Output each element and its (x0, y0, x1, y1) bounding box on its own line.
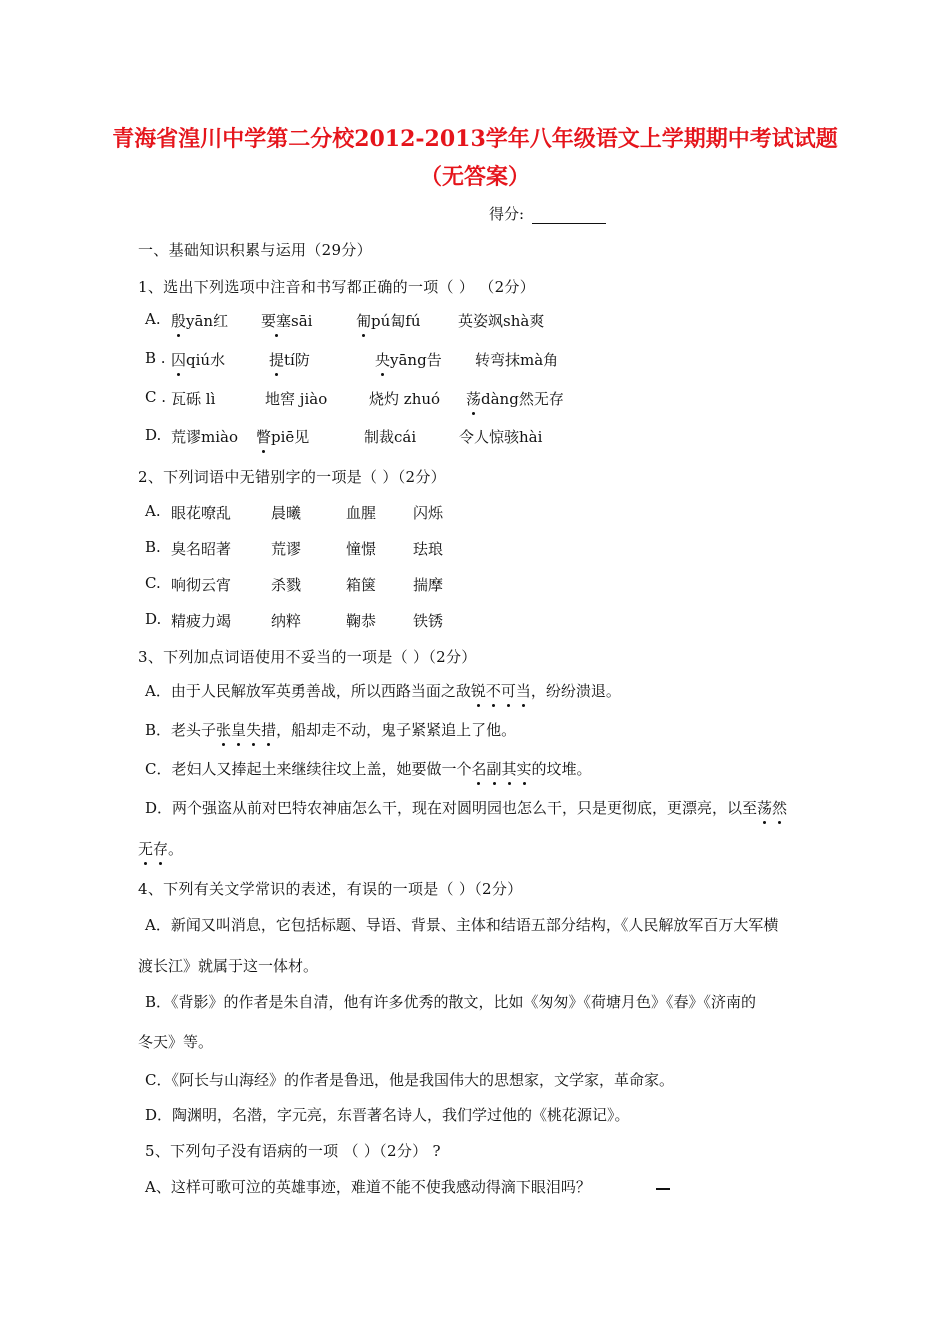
dotted-phrase: 张皇失措 (216, 721, 277, 739)
q3-stem: 3、下列加点词语使用不妥当的一项是（ ）（2分） (138, 648, 477, 666)
q2-option-d: D. 精疲力竭 纳粹 鞠恭 铁锈 (145, 610, 444, 630)
document-subtitle: （无答案） (419, 164, 530, 190)
q2-option-a: A. 眼花嘹乱 晨曦 血腥 闪烁 (145, 502, 444, 522)
q3-option-a: A．由于人民解放军英勇善战，所以西路当面之敌锐不可当，纷纷溃退。 (145, 682, 621, 700)
score-blank[interactable] (532, 208, 606, 224)
q4-option-d: D．陶渊明，名潜，字元亮，东晋著名诗人，我们学过他的《桃花源记》。 (145, 1106, 630, 1124)
q2-option-c: C. 响彻云宵 杀戮 箱箧 揣摩 (145, 574, 444, 594)
q4-option-a-line1: A．新闻又叫消息，它包括标题、导语、背景、主体和结语五部分结构，《人民解放军百万大军横 (145, 916, 779, 934)
q4-option-a-line2: 渡长江》就属于这一体材。 (138, 957, 319, 975)
score-field (489, 203, 606, 224)
document-title: 青海省湟川中学第二分校2012-2013学年八年级语文上学期期中考试试题 (112, 126, 838, 152)
q4-option-c: C．《阿长与山海经》的作者是鲁迅，他是我国伟大的思想家，文学家，革命家。 (145, 1071, 674, 1089)
q2-stem: 2、下列词语中无错别字的一项是（ ）（2分） (138, 468, 446, 486)
q5-stem: 5、下列句子没有语病的一项 （ ）（2分） ? (145, 1142, 441, 1160)
dotted-phrase: 锐不可当 (470, 682, 531, 700)
score-label: 得分: (489, 205, 525, 223)
q2-option-b: B. 臭名昭著 荒谬 憧憬 珐琅 (145, 538, 444, 558)
q4-stem: 4、下列有关文学常识的表述，有误的一项是（ ）（2分） (138, 880, 523, 898)
q3-option-b: B．老头子张皇失措，船却走不动，鬼子紧紧追上了他。 (145, 721, 517, 739)
q1-stem: 1、选出下列选项中注音和书写都正确的一项（ ） （2分） (138, 278, 536, 296)
q3-option-d-cont: 无存。 (138, 840, 184, 858)
q1-option-b: B . 囚qiú水 提tí防 央yāng告 转弯抹mà角 (145, 349, 559, 369)
dotted-phrase: 名副其实 (471, 760, 532, 778)
q1-option-a: A. 殷yān红 要塞sāi 匍pú匐fú 英姿飒shà爽 (145, 310, 545, 330)
section-heading: 一、基础知识积累与运用（29分） (138, 241, 372, 259)
q4-option-b-line1: B．《背影》的作者是朱自清，他有许多优秀的散文，比如《匆匆》《荷塘月色》《春》《济南的 (145, 993, 757, 1011)
q3-option-d: D．两个强盗从前对巴特农神庙怎么干，现在对圆明园也怎么干，只是更彻底，更漂亮，以至荡然 (145, 799, 788, 817)
q5-option-a: A、这样可歌可泣的英雄事迹，难道不能不使我感动得滴下眼泪吗？ (145, 1178, 591, 1196)
q4-option-b-line2: 冬天》等。 (138, 1033, 214, 1051)
q3-option-c: C．老妇人又捧起土来继续往坟上盖，她要做一个名副其实的坟堆。 (145, 760, 592, 778)
q1-option-c: C . 瓦砾 lì 地窖 jiào 烧灼 zhuó 荡dàng然无存 (145, 388, 564, 408)
q1-option-d: D. 荒谬miào 瞥piē见 制裁cái 令人惊骇hài (145, 426, 543, 446)
stray-mark (656, 1180, 670, 1190)
dotted-phrase: 荡然 (757, 799, 788, 817)
dotted-phrase: 无存 (138, 840, 169, 858)
